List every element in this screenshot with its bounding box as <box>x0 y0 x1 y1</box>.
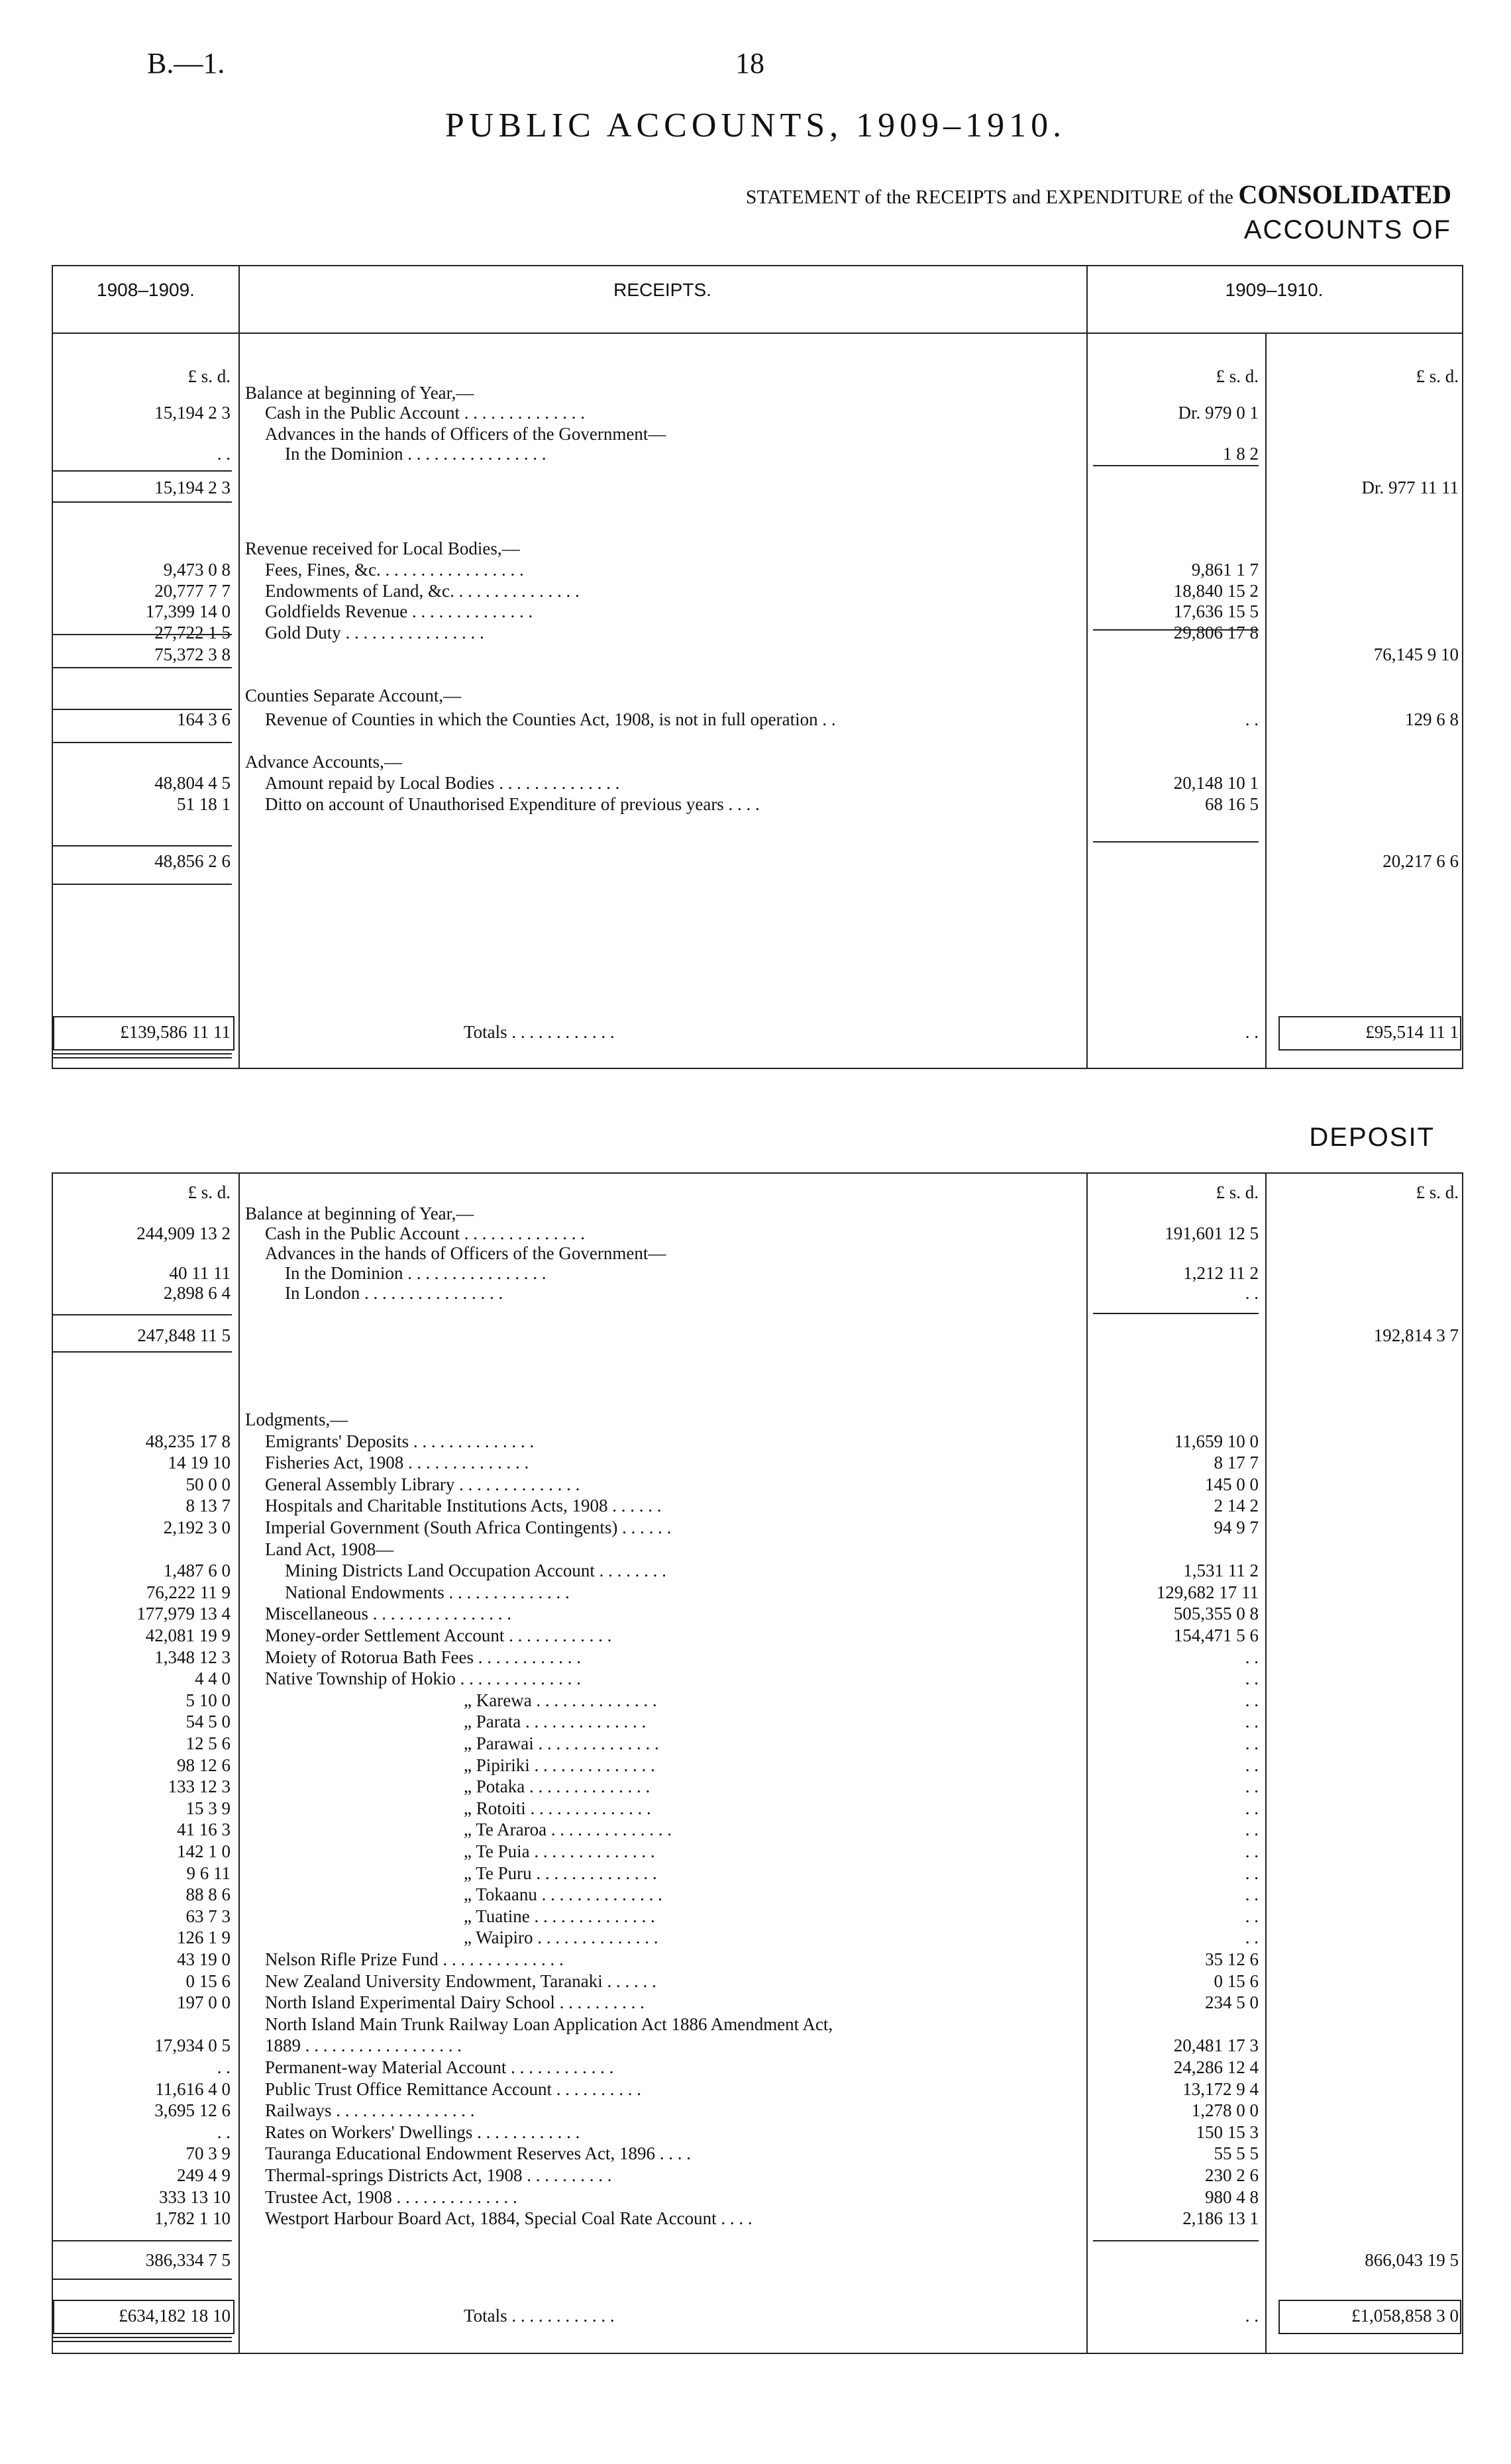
table-row <box>53 1495 1462 1517</box>
row-description: Railways . . . . . . . . . . . . . . . . <box>265 2100 475 2120</box>
prev-year-amount: 98 12 6 <box>177 1755 231 1775</box>
row-description: 1889 . . . . . . . . . . . . . . . . . . <box>265 2035 462 2055</box>
prev-year-amount: 1,782 1 10 <box>154 2208 231 2228</box>
prev-year-amount: 14 19 10 <box>168 1453 231 1472</box>
prev-year-amount: 41 16 3 <box>177 1820 231 1839</box>
unit-tot: £ s. d. <box>1416 1182 1459 1202</box>
row-description: General Assembly Library . . . . . . . . . . . . . . <box>265 1474 580 1494</box>
table-row <box>53 1884 1462 1906</box>
row-description: Imperial Government (South Africa Contingents) . . . . . . <box>265 1517 672 1537</box>
prev-year-amount: 15 3 9 <box>185 1798 231 1818</box>
prev-year-amount: 17,934 0 5 <box>154 2035 231 2055</box>
table-row <box>53 2186 1462 2208</box>
subtitle-emphasis: CONSOLIDATED <box>1238 180 1451 209</box>
table-row <box>53 622 1462 644</box>
row-description: „ Tokaanu . . . . . . . . . . . . . . <box>464 1884 662 1904</box>
sub-amount: . . <box>1245 1820 1259 1839</box>
prev-year-amount: 333 13 10 <box>159 2187 231 2207</box>
row-description: Revenue received for Local Bodies,— <box>245 539 520 558</box>
prev-year-amount: 48,804 4 5 <box>154 773 231 793</box>
prev-year-amount: 76,222 11 9 <box>146 1582 231 1602</box>
row-description: Westport Harbour Board Act, 1884, Special Coal Rate Account . . . . <box>265 2208 753 2228</box>
table-row <box>53 1325 1462 1347</box>
prev-year-amount: 20,777 7 7 <box>154 581 231 601</box>
sub-amount: 1,212 11 2 <box>1183 1263 1259 1283</box>
sub-amount: 1,278 0 0 <box>1191 2100 1259 2120</box>
row-description: Counties Separate Account,— <box>245 686 462 705</box>
row-description: Totals . . . . . . . . . . . . <box>464 1022 615 1042</box>
accounts-of-heading: ACCOUNTS OF <box>1243 215 1451 244</box>
prev-year-amount: £139,586 11 11 <box>120 1022 231 1042</box>
table-row <box>53 2305 1462 2327</box>
table-row <box>53 1560 1462 1582</box>
table-row <box>53 2100 1462 2122</box>
table-row <box>53 644 1462 666</box>
table-row <box>53 1971 1462 1992</box>
sub-amount: 18,840 15 2 <box>1173 581 1259 601</box>
unit-prev: £ s. d. <box>187 1182 231 1202</box>
prev-year-amount: 11,616 4 0 <box>155 2079 231 2099</box>
page-number: 18 <box>735 47 764 79</box>
row-description: In London . . . . . . . . . . . . . . . . <box>285 1283 503 1303</box>
consolidated-receipts-table <box>52 265 1463 1069</box>
table-row <box>53 1409 1462 1431</box>
sub-amount: . . <box>1245 1776 1259 1796</box>
sub-amount: 1 8 2 <box>1223 444 1259 464</box>
prev-year-amount: 15,194 2 3 <box>154 403 231 423</box>
table-row <box>53 1282 1462 1304</box>
sub-amount: 94 9 7 <box>1214 1517 1259 1537</box>
prev-year-amount: 9 6 11 <box>186 1863 231 1883</box>
row-description: Totals . . . . . . . . . . . . <box>464 2306 615 2326</box>
row-description: „ Te Araroa . . . . . . . . . . . . . . <box>464 1820 672 1839</box>
table-row <box>53 538 1462 560</box>
row-description: Permanent-way Material Account . . . . . . . . . . . . <box>265 2057 614 2077</box>
sub-amount: 145 0 0 <box>1205 1474 1259 1494</box>
row-description: „ Te Puia . . . . . . . . . . . . . . <box>464 1841 655 1861</box>
sub-amount: 505,355 0 8 <box>1173 1604 1259 1623</box>
document-reference: B.—1. <box>147 47 225 79</box>
prev-year-amount: . . <box>217 2122 231 2142</box>
table-row <box>53 1625 1462 1647</box>
sub-amount: 1,531 11 2 <box>1183 1561 1259 1580</box>
sub-amount: 20,481 17 3 <box>1173 2035 1259 2055</box>
row-description: Miscellaneous . . . . . . . . . . . . . . . . <box>265 1604 511 1623</box>
sub-amount: 129,682 17 11 <box>1156 1582 1259 1602</box>
sub-amount: 230 2 6 <box>1205 2165 1259 2185</box>
row-description: Lodgments,— <box>245 1410 348 1429</box>
row-description: Moiety of Rotorua Bath Fees . . . . . . . . . . . . <box>265 1647 581 1667</box>
table-row <box>53 402 1462 424</box>
prev-year-amount: 48,235 17 8 <box>145 1431 231 1451</box>
sub-amount: 191,601 12 5 <box>1165 1223 1259 1243</box>
table-row <box>53 1841 1462 1863</box>
prev-year-amount: 4 4 0 <box>195 1668 231 1688</box>
row-description: „ Potaka . . . . . . . . . . . . . . <box>464 1776 651 1796</box>
prev-year-amount: 15,194 2 3 <box>154 478 231 497</box>
sub-amount: 24,286 12 4 <box>1173 2057 1259 2077</box>
row-description: Trustee Act, 1908 . . . . . . . . . . . . . . <box>265 2187 517 2207</box>
row-description: Land Act, 1908— <box>265 1539 394 1559</box>
table-row <box>53 751 1462 773</box>
sub-amount: . . <box>1245 1733 1259 1753</box>
table-row <box>53 580 1462 602</box>
row-description: Endowments of Land, &c. . . . . . . . . . . . . . . <box>265 581 580 601</box>
prev-year-amount: 142 1 0 <box>177 1841 231 1861</box>
table-row <box>53 709 1462 731</box>
table-row <box>53 850 1462 872</box>
sub-amount: . . <box>1245 1884 1259 1904</box>
sub-amount: 980 4 8 <box>1205 2187 1259 2207</box>
row-description: Balance at beginning of Year,— <box>245 1204 474 1223</box>
table-row <box>53 1949 1462 1971</box>
prev-year-amount: 42,081 19 9 <box>145 1625 231 1645</box>
table-row <box>53 423 1462 445</box>
prev-year-amount: 2,192 3 0 <box>163 1517 231 1537</box>
sub-amount: . . <box>1245 1668 1259 1688</box>
prev-year-amount: 247,848 11 5 <box>137 1325 231 1345</box>
table-row <box>53 1262 1462 1284</box>
prev-year-amount: 133 12 3 <box>168 1776 231 1796</box>
prev-year-amount: 70 3 9 <box>185 2143 231 2163</box>
sub-amount: . . <box>1245 2306 1259 2326</box>
table-row <box>53 1863 1462 1884</box>
table-row <box>53 1452 1462 1474</box>
row-description: In the Dominion . . . . . . . . . . . . . . . . <box>285 444 547 464</box>
prev-year-amount: 75,372 3 8 <box>154 644 231 664</box>
total-amount: £95,514 11 1 <box>1365 1022 1459 1042</box>
col-header-prev-year: 1908–1909. <box>97 280 195 300</box>
prev-year-amount: 249 4 9 <box>177 2165 231 2185</box>
prev-year-amount: 51 18 1 <box>177 794 231 814</box>
col-header-curr-year: 1909–1910. <box>1225 280 1324 300</box>
sub-amount: 11,659 10 0 <box>1174 1431 1259 1451</box>
table-row <box>53 1992 1462 2014</box>
sub-amount: Dr. 979 0 1 <box>1178 403 1259 423</box>
prev-year-amount: 54 5 0 <box>185 1712 231 1731</box>
row-description: North Island Main Trunk Railway Loan Application Act 1886 Amendment Act, <box>265 2014 833 2034</box>
sub-amount: 68 16 5 <box>1205 794 1259 814</box>
table-row <box>53 1819 1462 1841</box>
total-amount: 192,814 3 7 <box>1373 1325 1459 1345</box>
unit-tot: £ s. d. <box>1416 366 1459 386</box>
table-row <box>53 1539 1462 1561</box>
unit-prev: £ s. d. <box>187 366 231 386</box>
total-amount: Dr. 977 11 11 <box>1361 478 1459 497</box>
row-description: Fees, Fines, &c. . . . . . . . . . . . . . . . . <box>265 560 524 580</box>
row-description: Native Township of Hokio . . . . . . . . . . . . . . <box>265 1668 581 1688</box>
table-row <box>53 1733 1462 1755</box>
table-row <box>53 1776 1462 1798</box>
table-row <box>53 2057 1462 2079</box>
table-row <box>53 1474 1462 1496</box>
table-row <box>53 1690 1462 1712</box>
total-amount: 866,043 19 5 <box>1365 2250 1459 2270</box>
sub-amount: 234 5 0 <box>1205 1992 1259 2012</box>
sub-amount: 29,806 17 8 <box>1173 623 1259 642</box>
sub-amount: 35 12 6 <box>1205 1949 1259 1969</box>
row-description: Cash in the Public Account . . . . . . . . . . . . . . <box>265 1223 585 1243</box>
row-description: Advance Accounts,— <box>245 752 402 772</box>
prev-year-amount: . . <box>217 444 231 464</box>
row-description: „ Waipiro . . . . . . . . . . . . . . <box>464 1927 658 1947</box>
sub-amount: 0 15 6 <box>1214 1971 1259 1991</box>
sub-amount: 9,861 1 7 <box>1191 560 1259 580</box>
col-header-receipts: RECEIPTS. <box>613 280 711 300</box>
prev-year-amount: 244,909 13 2 <box>136 1223 231 1243</box>
table-row <box>53 559 1462 581</box>
row-description: „ Karewa . . . . . . . . . . . . . . <box>464 1690 657 1710</box>
table-row <box>53 382 1462 404</box>
row-description: Emigrants' Deposits . . . . . . . . . . . . . . <box>265 1431 535 1451</box>
table-row <box>53 1668 1462 1690</box>
row-description: Nelson Rifle Prize Fund . . . . . . . . . . . . . . <box>265 1949 564 1969</box>
row-description: „ Tuatine . . . . . . . . . . . . . . <box>464 1906 655 1926</box>
table-row <box>53 2208 1462 2230</box>
table-row <box>53 601 1462 623</box>
row-description: Amount repaid by Local Bodies . . . . . . . . . . . . . . <box>265 773 620 793</box>
prev-year-amount: 12 5 6 <box>185 1733 231 1753</box>
table-row <box>53 443 1462 465</box>
sub-amount: . . <box>1245 1927 1259 1947</box>
sub-amount: . . <box>1245 1647 1259 1667</box>
table-row <box>53 1582 1462 1604</box>
total-amount: £1,058,858 3 0 <box>1351 2306 1459 2326</box>
table-row <box>53 2122 1462 2143</box>
row-description: Thermal-springs Districts Act, 1908 . . . . . . . . . . <box>265 2165 612 2185</box>
row-description: Goldfields Revenue . . . . . . . . . . . . . . <box>265 601 533 621</box>
table-row <box>53 1021 1462 1043</box>
prev-year-amount: £634,182 18 10 <box>119 2306 231 2326</box>
prev-year-amount: 63 7 3 <box>185 1906 231 1926</box>
subtitle-text: STATEMENT of the RECEIPTS and EXPENDITURE of the <box>745 186 1233 208</box>
table-row <box>53 1711 1462 1733</box>
table-row <box>53 1243 1462 1264</box>
deposit-heading: DEPOSIT <box>1309 1123 1435 1152</box>
prev-year-amount: 48,856 2 6 <box>154 851 231 871</box>
table-row <box>53 685 1462 707</box>
sub-amount: . . <box>1245 1712 1259 1731</box>
row-description: „ Pipiriki . . . . . . . . . . . . . . <box>464 1755 655 1775</box>
unit-sub: £ s. d. <box>1216 1182 1259 1202</box>
table-row <box>53 1647 1462 1668</box>
row-description: Money-order Settlement Account . . . . . . . . . . . . <box>265 1625 612 1645</box>
row-description: Rates on Workers' Dwellings . . . . . . . . . . . . <box>265 2122 580 2142</box>
table-row <box>53 2014 1462 2035</box>
unit-sub: £ s. d. <box>1216 366 1259 386</box>
prev-year-amount: 43 19 0 <box>177 1949 231 1969</box>
prev-year-amount: 1,487 6 0 <box>163 1561 231 1580</box>
deposit-accounts-table <box>52 1172 1463 2354</box>
table-row <box>53 1517 1462 1539</box>
row-description: „ Parawai . . . . . . . . . . . . . . <box>464 1733 659 1753</box>
row-description: Fisheries Act, 1908 . . . . . . . . . . . . . . <box>265 1453 529 1472</box>
table-row <box>53 1223 1462 1245</box>
sub-amount: 150 15 3 <box>1196 2122 1259 2142</box>
table-row <box>53 1906 1462 1927</box>
sub-amount: . . <box>1245 1690 1259 1710</box>
table-row <box>53 772 1462 794</box>
prev-year-amount: 197 0 0 <box>177 1992 231 2012</box>
row-description: Tauranga Educational Endowment Reserves Act, 1896 . . . . <box>265 2143 691 2163</box>
row-description: New Zealand University Endowment, Taranaki . . . . . . <box>265 1971 656 1991</box>
prev-year-amount: 5 10 0 <box>185 1690 231 1710</box>
sub-amount: 154,471 5 6 <box>1173 1625 1259 1645</box>
total-amount: 129 6 8 <box>1405 709 1459 729</box>
row-description: „ Parata . . . . . . . . . . . . . . <box>464 1712 647 1731</box>
prev-year-amount: 177,979 13 4 <box>136 1604 231 1623</box>
row-description: Revenue of Counties in which the Counties Act, 1908, is not in full operation . . <box>265 709 836 729</box>
table-row <box>53 1927 1462 1949</box>
sub-amount: 13,172 9 4 <box>1182 2079 1259 2099</box>
sub-amount: 2,186 13 1 <box>1182 2208 1259 2228</box>
prev-year-amount: 17,399 14 0 <box>145 601 231 621</box>
total-amount: 76,145 9 10 <box>1373 644 1459 664</box>
row-description: Cash in the Public Account . . . . . . . . . . . . . . <box>265 403 585 423</box>
table-row <box>53 1798 1462 1820</box>
row-description: National Endowments . . . . . . . . . . . . . . <box>285 1582 570 1602</box>
sub-amount: 17,636 15 5 <box>1173 601 1259 621</box>
row-description: Gold Duty . . . . . . . . . . . . . . . . <box>265 623 484 642</box>
sub-amount: . . <box>1245 1863 1259 1883</box>
row-description: Advances in the hands of Officers of the Government— <box>265 1243 666 1263</box>
table-row <box>53 477 1462 499</box>
sub-amount: . . <box>1245 1283 1259 1303</box>
prev-year-amount: 8 13 7 <box>185 1496 231 1515</box>
prev-year-amount: 40 11 11 <box>169 1263 231 1283</box>
prev-year-amount: 88 8 6 <box>185 1884 231 1904</box>
sub-amount: . . <box>1245 1906 1259 1926</box>
prev-year-amount: 0 15 6 <box>185 1971 231 1991</box>
prev-year-amount: 1,348 12 3 <box>154 1647 231 1667</box>
row-description: Balance at beginning of Year,— <box>245 383 474 403</box>
total-amount: 20,217 6 6 <box>1382 851 1459 871</box>
prev-year-amount: 9,473 0 8 <box>163 560 231 580</box>
prev-year-amount: 164 3 6 <box>177 709 231 729</box>
table-row <box>53 1203 1462 1225</box>
table-row <box>53 1603 1462 1625</box>
sub-amount: . . <box>1245 709 1259 729</box>
sub-amount: 20,148 10 1 <box>1173 773 1259 793</box>
table-row <box>53 2079 1462 2100</box>
table-row <box>53 2143 1462 2165</box>
prev-year-amount: 50 0 0 <box>185 1474 231 1494</box>
row-description: Mining Districts Land Occupation Account . . . . . . . . <box>285 1561 666 1580</box>
table-row <box>53 2165 1462 2186</box>
table-row <box>53 1755 1462 1776</box>
row-description: In the Dominion . . . . . . . . . . . . . . . . <box>285 1263 547 1283</box>
table-row <box>53 1431 1462 1453</box>
sub-amount: . . <box>1245 1022 1259 1042</box>
page-title: PUBLIC ACCOUNTS, 1909–1910. <box>444 107 1067 144</box>
table-row <box>53 2035 1462 2057</box>
statement-subtitle <box>746 179 1451 210</box>
prev-year-amount: 386,334 7 5 <box>145 2250 231 2270</box>
deposit-units-row <box>53 1182 1462 1204</box>
sub-amount: . . <box>1245 1841 1259 1861</box>
table-row <box>53 794 1462 815</box>
prev-year-amount: 3,695 12 6 <box>154 2100 231 2120</box>
prev-year-amount: 27,722 1 5 <box>154 623 231 642</box>
row-description: „ Te Puru . . . . . . . . . . . . . . <box>464 1863 657 1883</box>
sub-amount: . . <box>1245 1755 1259 1775</box>
row-description: Advances in the hands of Officers of the Government— <box>265 424 666 444</box>
prev-year-amount: 126 1 9 <box>177 1927 231 1947</box>
row-description: Public Trust Office Remittance Account . . . . . . . . . . <box>265 2079 641 2099</box>
prev-year-amount: 2,898 6 4 <box>163 1283 231 1303</box>
sub-amount: . . <box>1245 1798 1259 1818</box>
row-description: North Island Experimental Dairy School . . . . . . . . . . <box>265 1992 645 2012</box>
row-description: Ditto on account of Unauthorised Expenditure of previous years . . . . <box>265 794 760 814</box>
sub-amount: 8 17 7 <box>1214 1453 1259 1472</box>
row-description: Hospitals and Charitable Institutions Acts, 1908 . . . . . . <box>265 1496 662 1515</box>
prev-year-amount: . . <box>217 2057 231 2077</box>
table-row <box>53 2249 1462 2271</box>
sub-amount: 55 5 5 <box>1214 2143 1259 2163</box>
row-description: „ Rotoiti . . . . . . . . . . . . . . <box>464 1798 651 1818</box>
sub-amount: 2 14 2 <box>1214 1496 1259 1515</box>
